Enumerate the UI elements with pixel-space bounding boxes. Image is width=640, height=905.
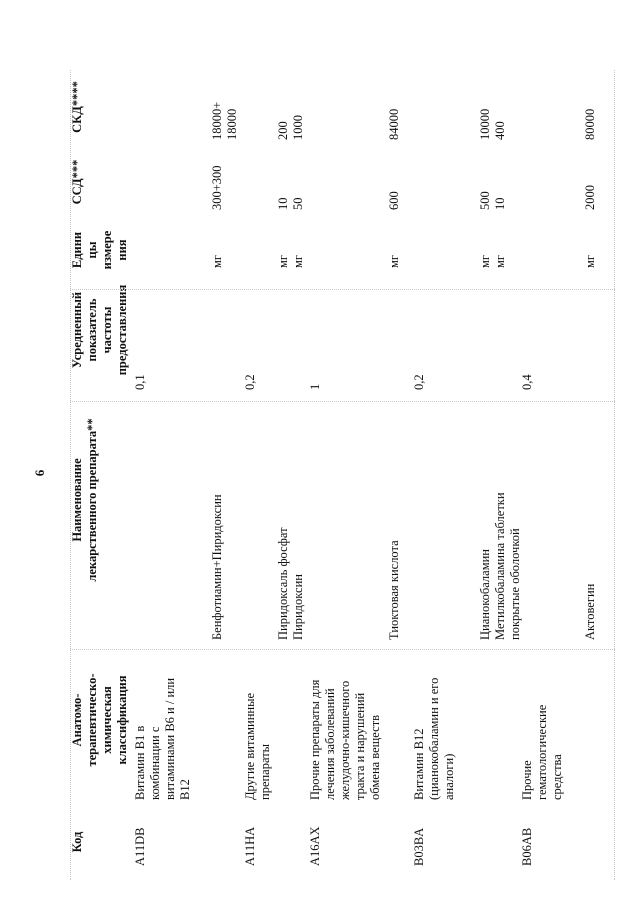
drug-unit: мг: [387, 254, 401, 268]
row-code: B06AB: [520, 827, 534, 866]
drug-name: Метилкобаламина таблетки покрытые оболочкой: [493, 492, 522, 640]
drug-name: Пиридоксаль фосфат: [276, 527, 290, 640]
drug-ssd: 500: [478, 191, 492, 210]
top-rule: [70, 70, 71, 880]
row-frequency: 0,4: [520, 374, 534, 390]
drug-skd: 18000+ 18000: [210, 101, 239, 140]
header-atc: Анатомо- терапевтическо- химическая классификация: [70, 673, 129, 767]
row-atc: Прочие препараты для лечения заболеваний желудочно-кишечного тракта и нарушений обмена веществ: [308, 679, 382, 800]
drug-name: Тиоктовая кислота: [387, 540, 401, 640]
rotated-page-content: [70, 70, 615, 880]
row-frequency: 0,2: [412, 374, 426, 390]
drug-skd: 400: [493, 121, 507, 140]
row-atc: Прочие гематологические средства: [520, 704, 564, 800]
drug-unit: мг: [493, 254, 507, 268]
drug-skd: 200: [276, 121, 290, 140]
row-code: A11HA: [243, 826, 257, 866]
row-frequency: 0,1: [133, 374, 147, 390]
drug-ssd: 50: [291, 197, 305, 210]
row-frequency: 0,2: [243, 374, 257, 390]
row-atc: Витамин В1 в комбинации с витаминами В6 и / или В12: [133, 677, 192, 800]
drug-name: Пиридоксин: [291, 574, 305, 640]
drug-unit: мг: [276, 254, 290, 268]
drug-unit: мг: [583, 254, 597, 268]
row-code: A11DB: [133, 827, 147, 866]
header-skd: СКД****: [70, 81, 84, 133]
drug-skd: 1000: [291, 115, 305, 140]
column-divider: [70, 649, 615, 650]
drug-skd: 80000: [583, 108, 597, 140]
header-frequency: Усредненный показатель частоты предоставления: [70, 284, 129, 376]
row-atc: Витамин В12 (цианокобаламин и его аналоги): [412, 677, 456, 800]
row-atc: Другие витаминные препараты: [243, 692, 272, 800]
header-code: Код: [70, 831, 84, 853]
row-frequency: 1: [308, 383, 322, 390]
drug-name: Цианокобаламин: [478, 549, 492, 640]
drug-name: Актовегин: [583, 583, 597, 640]
drug-skd: 10000: [478, 108, 492, 140]
drug-ssd: 600: [387, 191, 401, 210]
drug-unit: мг: [478, 254, 492, 268]
drug-unit: мг: [291, 254, 305, 268]
drug-skd: 84000: [387, 108, 401, 140]
header-drug-name: Наименование лекарственного препарата**: [70, 418, 99, 582]
column-divider: [70, 401, 615, 402]
drug-ssd: 10: [276, 197, 290, 210]
drug-ssd: 300+300: [210, 165, 224, 210]
drug-table: [70, 70, 615, 880]
header-unit: Едини цы измере ния: [70, 230, 129, 270]
header-ssd: ССД***: [70, 159, 84, 205]
drug-ssd: 10: [493, 197, 507, 210]
drug-ssd: 2000: [583, 185, 597, 210]
row-code: B03BA: [412, 827, 426, 866]
bottom-rule: [614, 70, 615, 880]
row-code: A16AX: [308, 826, 322, 866]
column-divider: [70, 289, 615, 290]
page-number: 6: [32, 469, 47, 477]
drug-unit: мг: [210, 254, 224, 268]
drug-name: Бенфотиамин+Пиридоксин: [210, 494, 224, 640]
